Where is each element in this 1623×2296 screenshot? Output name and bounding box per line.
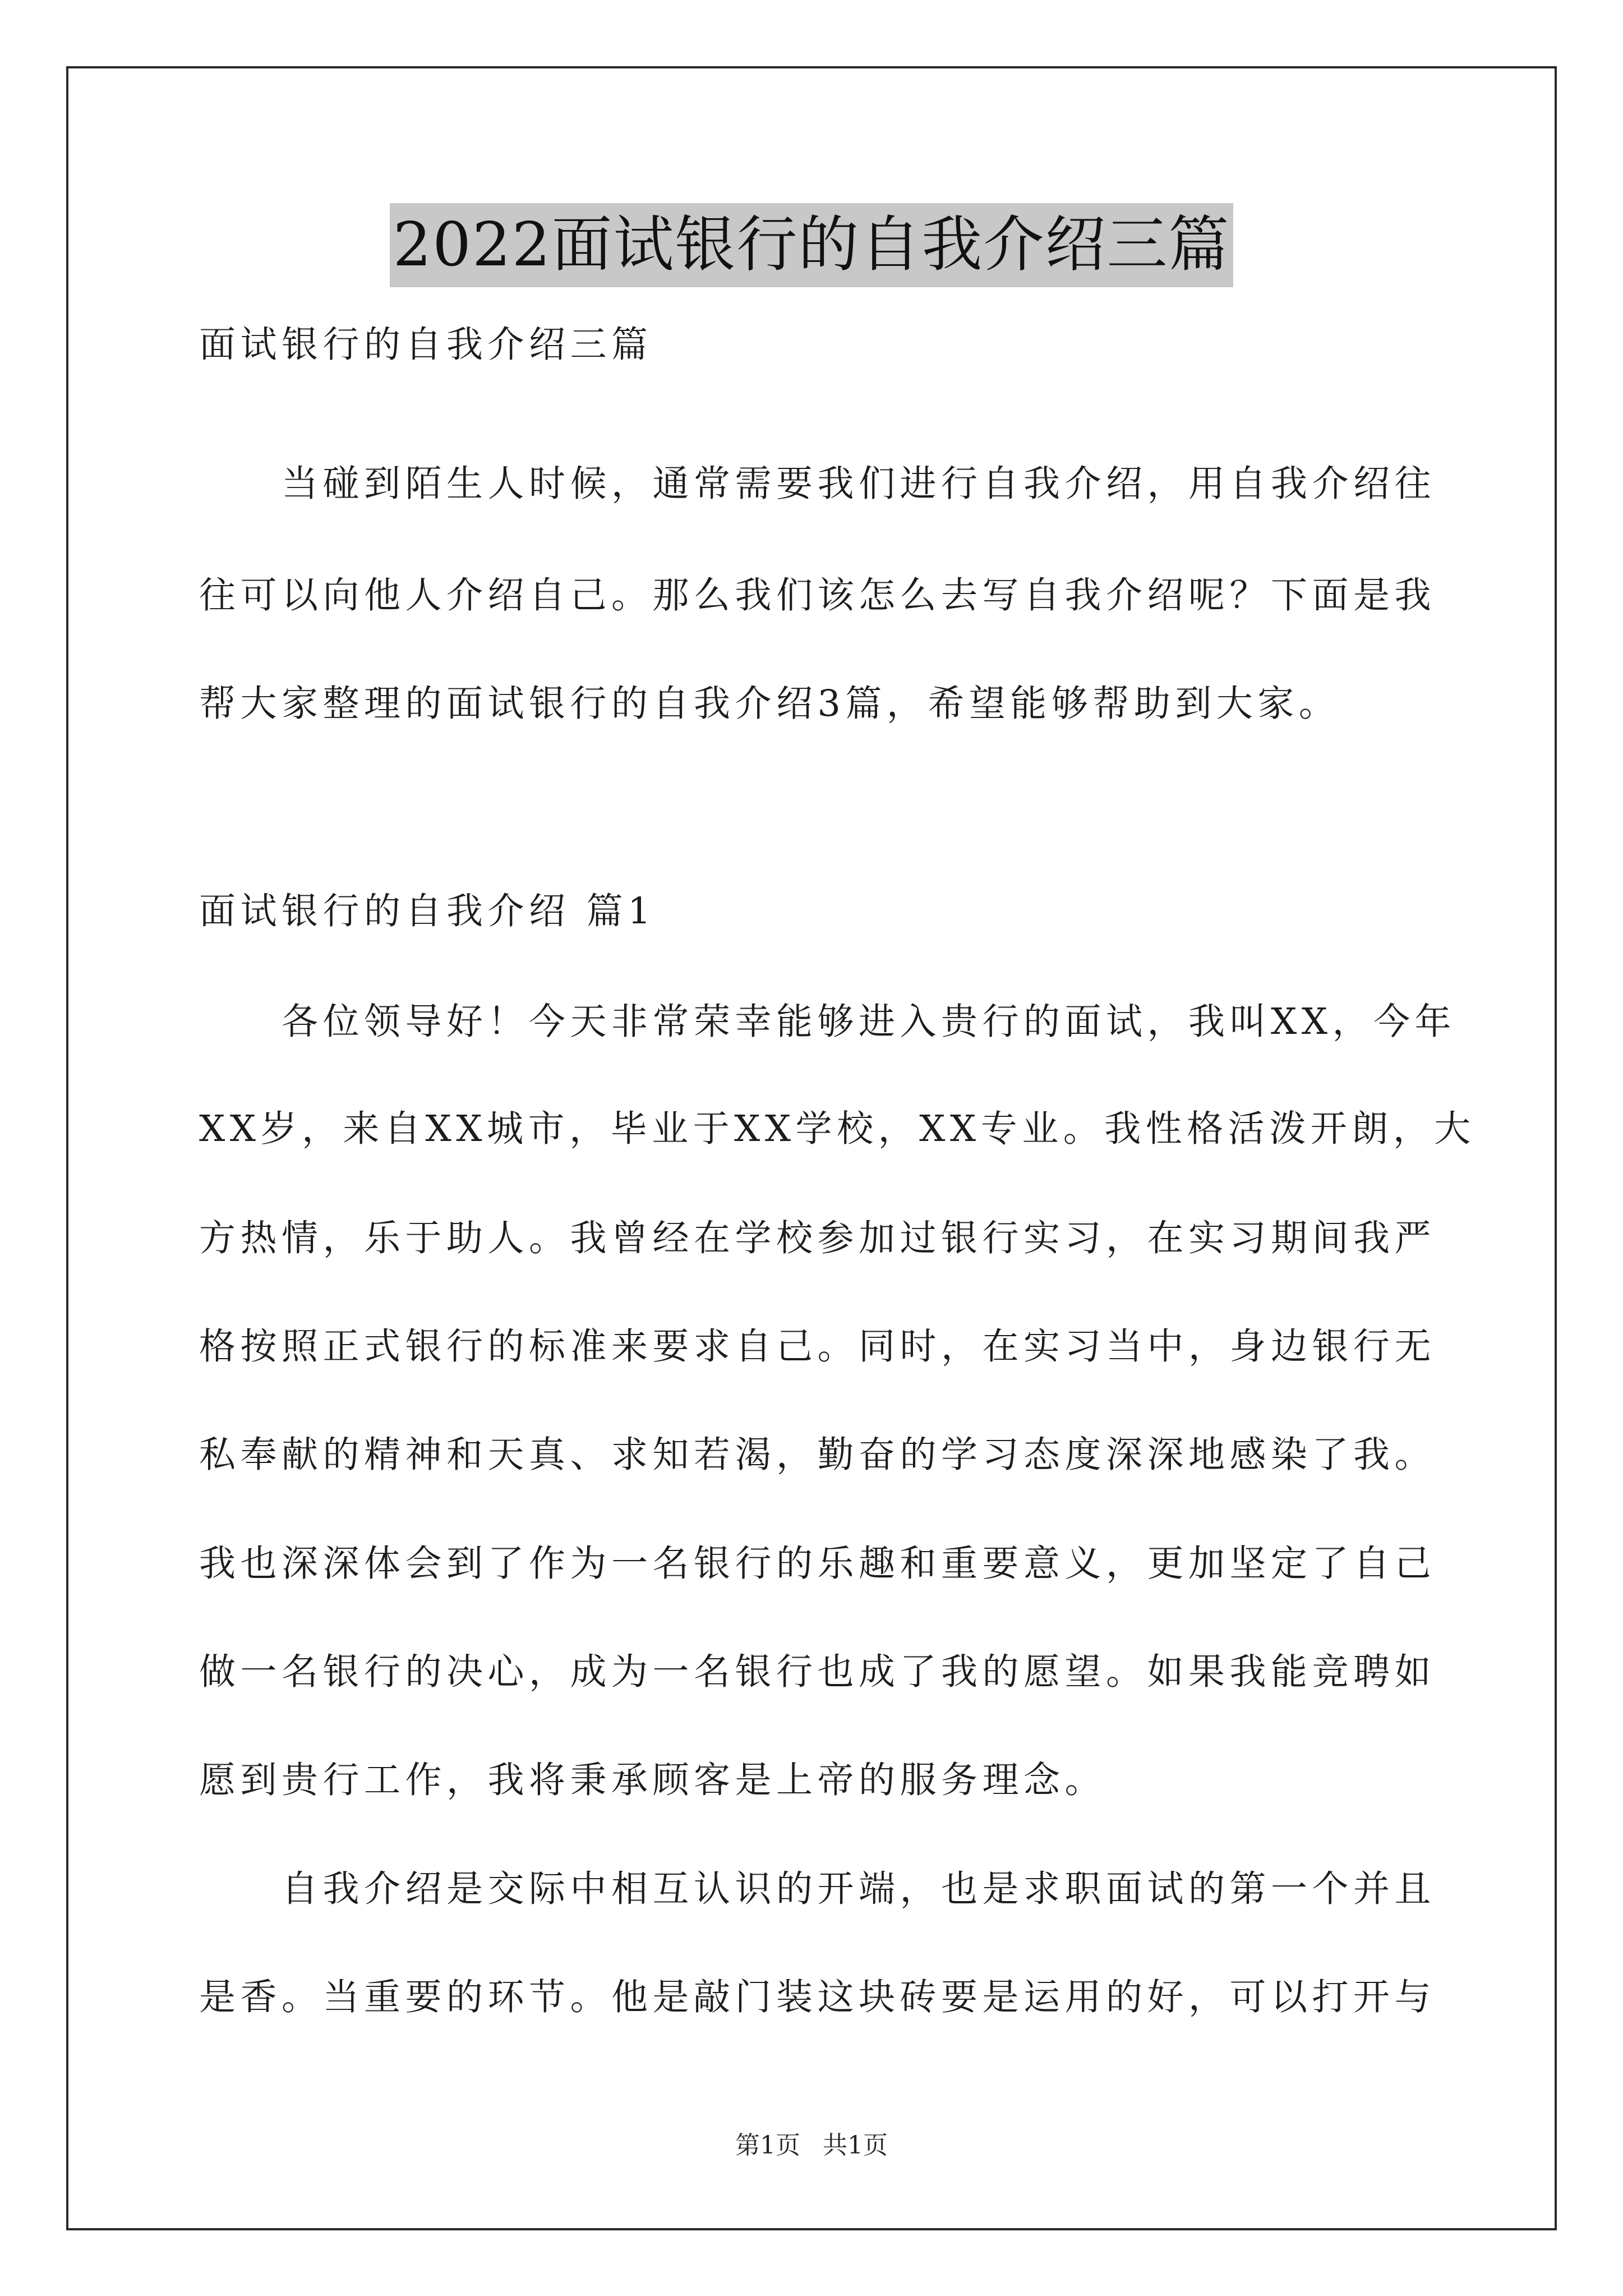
title-container	[0, 203, 1623, 287]
paragraph-line: 自我介绍是交际中相互认识的开端，也是求职面试的第一个并且	[282, 1868, 1436, 1910]
paragraph-line: XX岁，来自XX城市，毕业于XX学校，XX专业。我性格活泼开朗，大	[199, 1108, 1476, 1150]
paragraph-line: 做一名银行的决心，成为一名银行也成了我的愿望。如果我能竞聘如	[199, 1651, 1436, 1693]
paragraph-line: 格按照正式银行的标准来要求自己。同时，在实习当中，身边银行无	[199, 1326, 1436, 1368]
paragraph-line: 帮大家整理的面试银行的自我介绍3篇，希望能够帮助到大家。	[199, 683, 1340, 725]
paragraph-line: 是香。当重要的环节。他是敲门装这块砖要是运用的好，可以打开与	[199, 1976, 1436, 2018]
subtitle-line: 面试银行的自我介绍三篇	[199, 324, 653, 366]
document-title: 2022面试银行的自我介绍三篇	[390, 203, 1234, 287]
paragraph-line: 愿到贵行工作，我将秉承顾客是上帝的服务理念。	[199, 1759, 1106, 1801]
section-heading: 面试银行的自我介绍 篇1	[199, 890, 656, 932]
paragraph-line: 各位领导好！今天非常荣幸能够进入贵行的面试，我叫XX，今年	[282, 1001, 1456, 1043]
page-footer	[0, 2129, 1623, 2162]
paragraph-line: 当碰到陌生人时候，通常需要我们进行自我介绍，用自我介绍往	[282, 463, 1436, 505]
page-number-total: 共1页	[823, 2131, 888, 2160]
page-number-current: 第1页	[735, 2131, 800, 2160]
paragraph-line: 私奉献的精神和天真、求知若渴，勤奋的学习态度深深地感染了我。	[199, 1434, 1436, 1476]
paragraph-line: 方热情，乐于助人。我曾经在学校参加过银行实习，在实习期间我严	[199, 1217, 1436, 1259]
paragraph-line: 往可以向他人介绍自己。那么我们该怎么去写自我介绍呢？下面是我	[199, 574, 1436, 616]
paragraph-line: 我也深深体会到了作为一名银行的乐趣和重要意义，更加坚定了自己	[199, 1543, 1436, 1585]
